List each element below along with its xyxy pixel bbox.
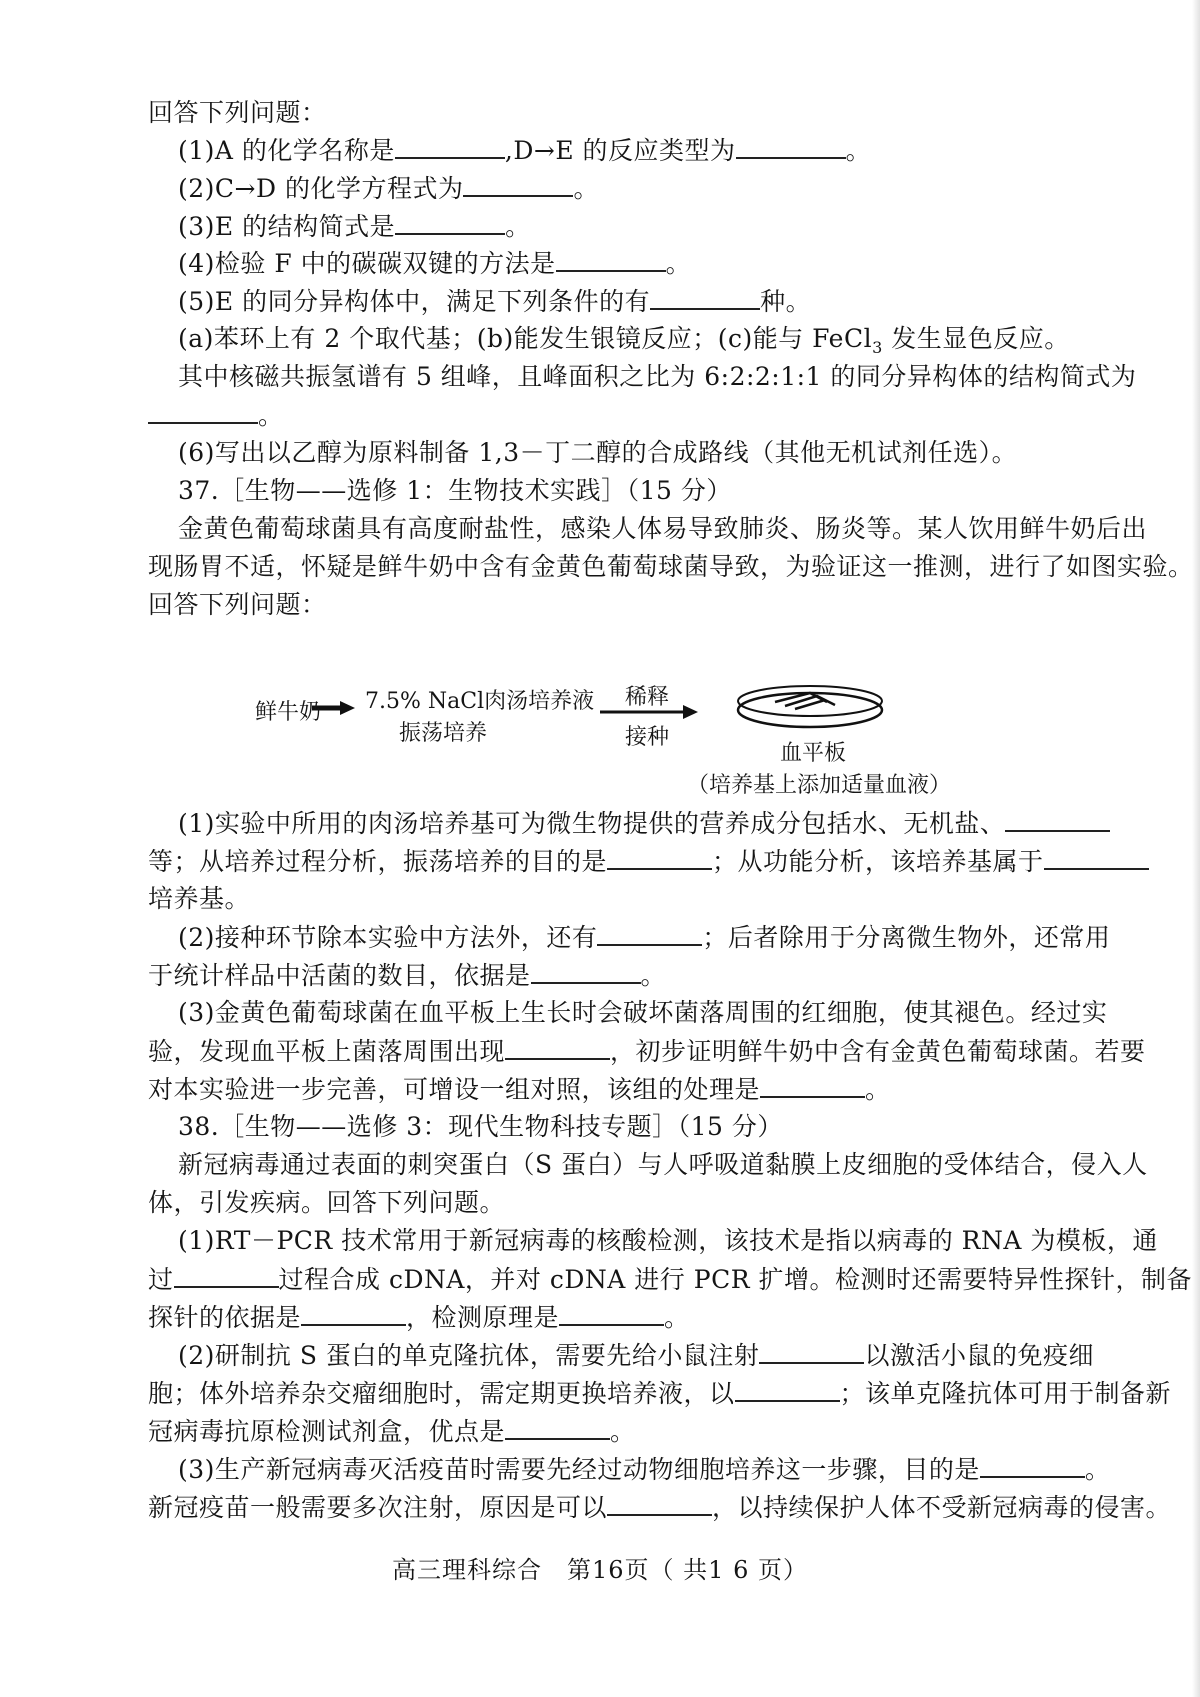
s38-q1: (1)RT－PCR 技术常用于新冠病毒的核酸检测，该技术是指以病毒的 RNA 为模板，通 bbox=[178, 1226, 1158, 1255]
s37-q3: (3)金黄色葡萄球菌在血平板上生长时会破坏菌落周围的红细胞，使其褪色。经过实 bbox=[178, 998, 1108, 1027]
s37-q1: 培养基。 bbox=[148, 884, 251, 913]
s38-paragraph: 体，引发疾病。回答下列问题。 bbox=[148, 1188, 506, 1217]
s38-paragraph: 新冠病毒通过表面的刺突蛋白（S 蛋白）与人呼吸道黏膜上皮细胞的受体结合，侵入人 bbox=[178, 1150, 1148, 1179]
q3-line: (3)E 的结构简式是 。 bbox=[178, 209, 1138, 244]
blood-plate-label: 血平板 bbox=[780, 741, 847, 766]
q5-nmr-line: 其中核磁共振氢谱有 5 组峰，且峰面积之比为 6:2:2:1:1 的同分异构体的结构简式为 bbox=[178, 362, 1137, 391]
s37-paragraph: 现肠胃不适，怀疑是鲜牛奶中含有金黄色葡萄球菌导致，为验证这一推测，进行了如图实验。 bbox=[148, 552, 1194, 581]
answer-blank[interactable] bbox=[395, 133, 505, 159]
q2-line: (2)C→D 的化学方程式为 。 bbox=[178, 171, 1138, 206]
intro-line: 回答下列问题： bbox=[148, 98, 327, 127]
q6-line: (6)写出以乙醇为原料制备 1,3－丁二醇的合成路线（其他无机试剂任选）。 bbox=[178, 438, 1018, 467]
s37-q1: 等；从培养过程分析，振荡培养的目的是 ；从功能分析，该培养基属于 bbox=[148, 844, 1108, 879]
s37-q2: (2)接种环节除本实验中方法外，还有 ；后者除用于分离微生物外，还常用 bbox=[178, 920, 1138, 955]
answer-blank[interactable] bbox=[505, 1034, 610, 1060]
s38-q1: 过 过程合成 cDNA，并对 cDNA 进行 PCR 扩增。检测时还需要特异性探针，制备 bbox=[148, 1262, 1108, 1297]
s38-q2: 冠病毒抗原检测试剂盒，优点是 。 bbox=[148, 1414, 1108, 1449]
answer-blank[interactable] bbox=[607, 1490, 712, 1516]
q5-conditions: (a)苯环上有 2 个取代基；(b)能发生银镜反应；(c)能与 FeCl$_3$ 发生显色反应。 bbox=[178, 324, 1070, 357]
answer-blank[interactable] bbox=[463, 171, 573, 197]
experiment-flow-diagram bbox=[255, 680, 1015, 800]
answer-blank[interactable] bbox=[1005, 806, 1110, 832]
flow-start-label: 鲜牛奶 bbox=[255, 700, 322, 725]
s37-q3: 验，发现血平板上菌落周围出现 ，初步证明鲜牛奶中含有金黄色葡萄球菌。若要 bbox=[148, 1034, 1108, 1069]
answer-blank[interactable] bbox=[301, 1300, 406, 1326]
answer-blank[interactable] bbox=[505, 1414, 610, 1440]
s37-q2: 于统计样品中活菌的数目，依据是 。 bbox=[148, 958, 1108, 993]
q1-line: (1)A 的化学名称是 ,D→E 的反应类型为 。 bbox=[178, 133, 1138, 168]
answer-blank[interactable] bbox=[650, 284, 760, 310]
answer-blank[interactable] bbox=[531, 958, 641, 984]
answer-blank[interactable] bbox=[736, 133, 846, 159]
s38-q2: 胞；体外培养杂交瘤细胞时，需定期更换培养液，以 ；该单克隆抗体可用于制备新 bbox=[148, 1376, 1108, 1411]
section-38-title: 38.［生物——选修 3：现代生物科技专题］（15 分） bbox=[178, 1112, 783, 1141]
s37-paragraph: 金黄色葡萄球菌具有高度耐盐性，感染人体易导致肺炎、肠炎等。某人饮用鲜牛奶后出 bbox=[178, 514, 1148, 543]
answer-blank[interactable] bbox=[174, 1262, 279, 1288]
flow-inoculate-label: 接种 bbox=[625, 725, 670, 750]
q5-answer-line: 。 bbox=[148, 398, 1108, 433]
answer-blank[interactable] bbox=[607, 844, 712, 870]
q4-line: (4)检验 F 中的碳碳双键的方法是 。 bbox=[178, 246, 1138, 281]
answer-blank[interactable] bbox=[395, 209, 505, 235]
page-footer: 高三理科综合 第16页（ 共1 6 页） bbox=[392, 1556, 808, 1584]
answer-blank[interactable] bbox=[559, 1300, 664, 1326]
s38-q1: 探针的依据是 ，检测原理是 。 bbox=[148, 1300, 1108, 1335]
answer-blank[interactable] bbox=[759, 1338, 864, 1364]
flow-dilute-label: 稀释 bbox=[625, 685, 670, 710]
answer-blank[interactable] bbox=[597, 920, 702, 946]
answer-blank[interactable] bbox=[556, 246, 666, 272]
s38-q3: 新冠疫苗一般需要多次注射，原因是可以 ，以持续保护人体不受新冠病毒的侵害。 bbox=[148, 1490, 1108, 1525]
scan-edge bbox=[1192, 0, 1200, 1697]
section-37-title: 37.［生物——选修 1：生物技术实践］（15 分） bbox=[178, 476, 732, 505]
s37-q1: (1)实验中所用的肉汤培养基可为微生物提供的营养成分包括水、无机盐、 bbox=[178, 806, 1138, 841]
flow-medium-label: 7.5% NaCl肉汤培养液 bbox=[365, 689, 595, 714]
s38-q3: (3)生产新冠病毒灭活疫苗时需要先经过动物细胞培养这一步骤，目的是 。 bbox=[178, 1452, 1138, 1487]
s37-paragraph: 回答下列问题： bbox=[148, 590, 327, 619]
s38-q2: (2)研制抗 S 蛋白的单克隆抗体，需要先给小鼠注射 以激活小鼠的免疫细 bbox=[178, 1338, 1138, 1373]
blood-plate-note: （培养基上添加适量血液） bbox=[687, 773, 952, 798]
answer-blank[interactable] bbox=[980, 1452, 1085, 1478]
s37-q3: 对本实验进一步完善，可增设一组对照，该组的处理是 。 bbox=[148, 1072, 1108, 1107]
answer-blank[interactable] bbox=[1044, 844, 1149, 870]
answer-blank[interactable] bbox=[148, 398, 258, 424]
flow-shake-label: 振荡培养 bbox=[399, 721, 488, 746]
answer-blank[interactable] bbox=[760, 1072, 865, 1098]
q5-line: (5)E 的同分异构体中，满足下列条件的有 种。 bbox=[178, 284, 1138, 319]
answer-blank[interactable] bbox=[735, 1376, 840, 1402]
